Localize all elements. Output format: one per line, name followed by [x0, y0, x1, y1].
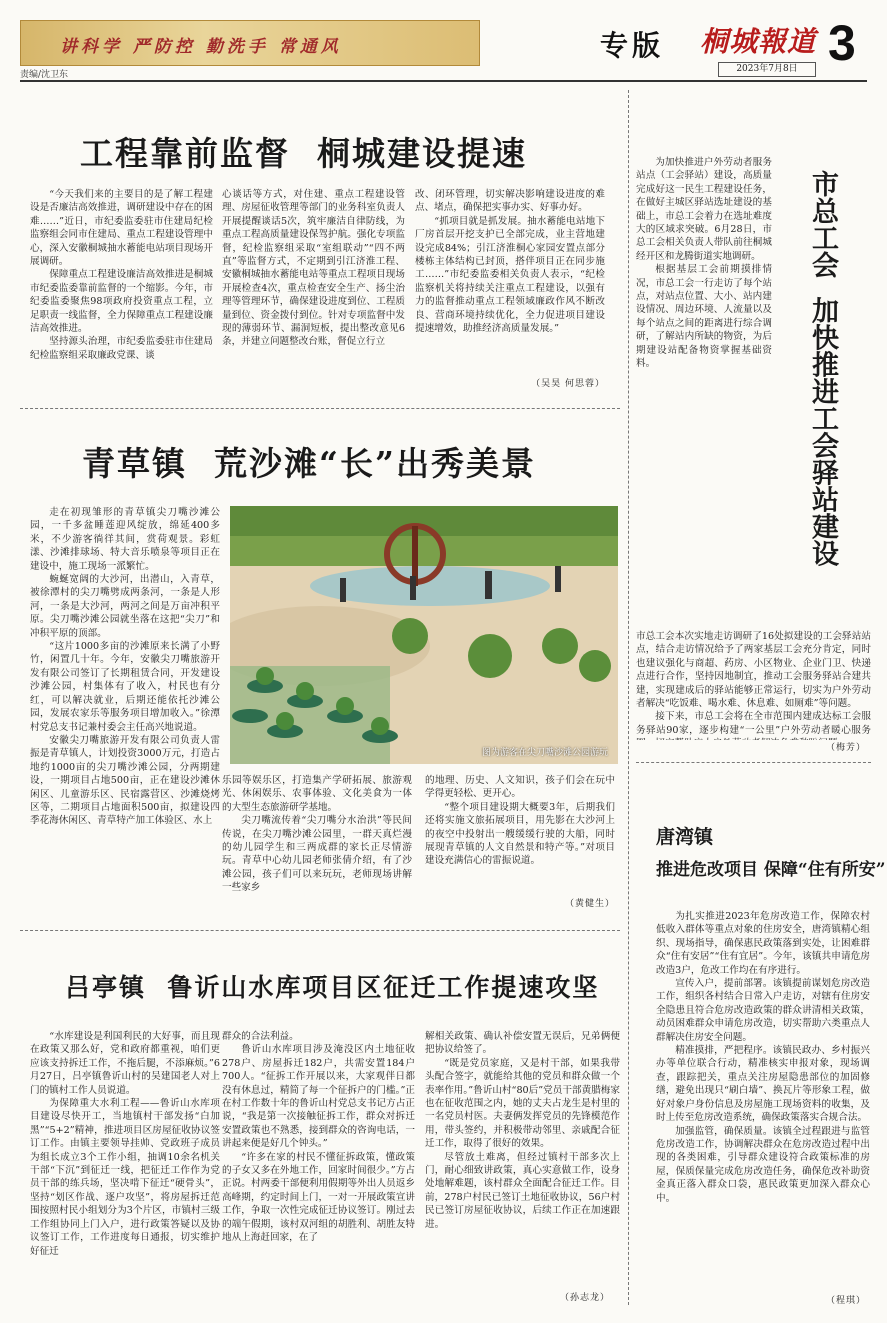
masthead: [0, 0, 887, 80]
article2-col3: [425, 774, 615, 894]
paragraph: 为保障重大水利工程——鲁䜣山水库项目建设尽快开工，当地镇村干部发扬“白加黑”“5+2”精神，推进项目区房屋征收协议签订工作。由镇主要领导挂帅、党政班子成员为组长成立3个工作小组，抽调10余名机关干部“下沉”到征迁一线，把征迁工作作为党员干部的练兵场，坚决啃下征迁“硬骨头”，坚持“划区作战、逐户攻坚”，将房屋拆迁范围按照村民小组划分为3个片区，市镇村三级工作组协同上门入户，进行政策答疑以及协议签订工作，工作进度每日通报，切实维护好征迁: [30, 1098, 220, 1257]
article1-col1: [30, 188, 213, 400]
sidebar1-col-narrow: [636, 156, 772, 626]
paragraph: “既是党员家庭，又是村干部，如果我带头配合签字，就能给其他的党员和群众做一个表率作用。”鲁䜣山村“80后”党员干部黄腊梅家也在征收范围之内，她的丈夫占龙生是村里的一名党员村医。夫妻俩发挥党员的先锋模范作用，带头签约，并积极带动邻里、亲戚配合征迁工作，取得了很好的效果。: [425, 1057, 620, 1150]
masthead-rule: [20, 80, 867, 82]
paragraph: “抓项目就是抓发展。抽水蓄能电站地下厂房首层开挖支护已全部完成，业主营地建设完成84%；引江济淮桐心家园安置点部分楼栋主体结构已封顶，搭伴项目正在同步施工……”市纪委监委相关负责人表示，“纪检监察机关将持续关注重点工程建设，以强有力的监督推动重点工程领域廉政作风不断改良、营商环境持续优化，全力促进项目建设提速增效，助推经济高质量发展。”: [415, 215, 605, 335]
paragraph: “水库建设是利国利民的大好事，而且现在政策又那么好，党和政府都重视，咱们更应该支持拆迁工作，不拖后腿，不添麻烦。”6月27日，吕亭镇鲁䜣山村的吴建国老人对上门的镇村工作人员说道。: [30, 1031, 220, 1096]
editor-credit: 责编/沈卫东: [20, 70, 69, 80]
paragraph: “这片1000多亩的沙滩原来长满了小野竹，闲置几十年。今年，安徽尖刀嘴旅游开发有限公司签订了长期租赁合同，开发建设沙滩公园，村集体有了收入，村民也有分红，可以解决就业，后期还能依托沙滩公园，发展农家乐等服务项目增加收入。”徐潭村党总支书记兼村委会主任高兴地说道。: [30, 641, 220, 733]
paragraph: 宣传入户，提前部署。该镇提前谋划危房改造工作，组织各村结合日常入户走访，对辖有住房安全隐患且符合危房改造政策的群众讲清相关政策，动员困难群众申请危房改造，切实帮助六类重点人群解决住房安全问题。: [656, 978, 870, 1043]
sidebar2-title-line1: 唐湾镇: [656, 826, 714, 848]
paper-name: 桐城報道: [700, 25, 817, 58]
paragraph: 改、闭环管理，切实解决影响建设进度的难点、堵点，确保把实事办实、好事办好。: [415, 189, 605, 214]
section-label: 专版: [600, 29, 665, 62]
article2-byline: （黄健生）: [564, 899, 615, 909]
article1-byline: （吴昊 何思蓉）: [531, 379, 605, 389]
article1-title: 工程靠前监督 桐城建设提速: [80, 134, 527, 173]
paragraph: 鲁䜣山水库项目涉及淹没区内土地征收278户、房屋拆迁182户，共需安置184户700人。“征拆工作开展以来，大家观伴日都没有休息过，精简了每一个征拆户的门槛。”正在村工作数十年的鲁䜣山村党总支书记方占正说，“我是第一次接触征拆工作，群众对拆迁安置政策也不熟悉，接到群众的咨询电话，一讲起来便是好几个钟头。”: [222, 1044, 415, 1150]
sidebar2-body: [656, 910, 870, 1292]
paragraph: 坚持源头治理，市纪委监委驻市住建局纪检监察组采取廉政党课、谈: [30, 336, 213, 361]
paragraph: 走在初现雏形的青草镇尖刀嘴沙滩公园，一千多盆睡莲迎风绽放，绵延400多米，不少游客徜徉其间，赏荷观景。彩虹漾、沙滩排球场、特大音乐喷泉等项目正在建设中，施工现场一派繁忙。: [30, 507, 220, 572]
paragraph: 解相关政策、确认补偿安置无误后，兄弟俩便把协议给签了。: [425, 1031, 620, 1056]
paragraph: 安徽尖刀嘴旅游开发有限公司负责人雷振是青草镇人，计划投资3000万元，打造占地约1000亩的尖刀嘴沙滩公园，分两期建设，一期项目占地500亩，正在建设沙滩休闲区、儿童游乐区、民宿露营区、沙滩烧烤区等，二期项目占地面积500亩，拟建设四季花海休闲区、青草特产加工体验区、水上: [30, 734, 220, 827]
issue-date: 2023年7月8日: [718, 62, 816, 77]
paragraph: 心谈话等方式，对住建、重点工程建设管理、房屋征收管理等部门的业务科室负责人开展提醒谈话5次，筑牢廉洁自律防线，为重点工程高质量建设保驾护航。强化专项监督，纪检监察组采取“室组联动”“四不两直”等监督方式，不定期到引江济淮工程、安徽桐城抽水蓄能电站等重点工程项目现场开展检查4次，重点检查安全生产、扬尘治理等管理环节，确保建设进度到位、工程质量到位、资金拨付到位。针对专项监督中发现的薄弱环节、漏洞短板，提出整改意见6条，并建立问题整改台账，督促立行立: [222, 189, 405, 348]
paragraph: 根据基层工会前期摸排情况，市总工会一行走访了每个站点，对站点位置、大小、站内建设情况、周边环境、人流量以及每个站点之间的距离进行综合调研，了解站内所缺的物资，为后期建设站配备物资掌握基础资料。: [636, 264, 772, 370]
article2-photo: [230, 506, 618, 764]
slogan-text: 讲科学 严防控 勤洗手 常通风: [60, 37, 342, 57]
sidebar1-col-wide: [636, 630, 871, 740]
paragraph: 为加快推进户外劳动者服务站点（工会驿站）建设，高质量完成好这一民生工程建设任务，在做好主城区驿站选址建设的基础上，市总工会着力在选址难度大的区域求突破。6月28日，市总工会相关负责人带队前往桐城经开区和龙腾街道实地调研。: [636, 157, 772, 262]
paragraph: 市总工会本次实地走访调研了16处拟建设的工会驿站站点，结合走访情况给予了两家基层工会充分肯定，同时也建议强化与商超、药房、小区物业、企业门卫、快递点进行合作，坚持因地制宜，推动工会服务驿站合建共建，实现建成后的驿站能够正常运行，切实为户外劳动者解决“吃饭难、喝水难、休息难、如厕难”等问题。: [636, 631, 871, 710]
paragraph: “今天我们来的主要目的是了解工程建设是否廉洁高效推进，调研建设中存在的困难……”近日，市纪委监委驻市住建局纪检监察组会同市住建局、重点工程建设管理中心，深入安徽桐城抽水蓄能电站项目现场开展调研。: [30, 189, 213, 268]
paragraph: 精准摸排，严把程序。该镇民政办、乡村振兴办等单位联合行动，精准核实申报对象，现场调查，跟踪把关，重点关注房屋隐患部位的加固修缮，避免出现只“刷白墙”、换瓦片等形象工程，做好对象户身份信息及房屋施工现场资料的收集，及时上传至危房改造系统，确保政策落实合规合法。: [656, 1045, 870, 1124]
article3-col1: [30, 1030, 220, 1310]
divider: [636, 762, 871, 763]
paragraph: 为扎实推进2023年危房改造工作，保障农村低收入群体等重点对象的住房安全，唐湾镇精心组织、现场指导，确保惠民政策落到实处，让困难群众“住有安居”“住有宜居”。今年，该镇共申请危房改造3户，危改工作均在有序进行。: [656, 911, 870, 976]
article2-col2: [222, 774, 412, 914]
paragraph: 保障重点工程建设廉洁高效推进是桐城市纪委监委靠前监督的一个缩影。今年，市纪委监委聚焦98项政府投资重点工程，立足职责一线监督，全力保障重点工程建设廉洁高效推进。: [30, 269, 213, 335]
divider: [20, 408, 620, 409]
divider: [20, 930, 620, 931]
paragraph: 尽管放土难离，但经过镇村干部多次上门，耐心细致讲政策，真心实意做工作，设身处地解难题，该村群众全面配合征迁工作。目前，278户村民已签订土地征收协议，56户村民已签订房屋征收协议，后续工作正在加速跟进。: [425, 1151, 620, 1230]
article1-col2: [222, 188, 405, 400]
page-number: 3: [828, 15, 856, 71]
article3-byline: （孙志龙）: [559, 1293, 610, 1303]
sidebar1-byline: （梅芳）: [825, 743, 866, 753]
sandbeach-park-scene: [230, 506, 618, 764]
article3-col2: [222, 1030, 415, 1310]
article3-col3: [425, 1030, 620, 1286]
article3-title: 吕亭镇 鲁䜣山水库项目区征迁工作提速攻坚: [65, 973, 600, 1002]
paragraph: “整个项目建设期大概要3年，后期我们还将实施文旅拓展项目，用先影在大沙河上的夜空中投射出一艘缓缓行驶的大船，同时展现青草镇的人文自然景和特产等。”对项目建设充满信心的雷振说道。: [425, 801, 615, 867]
paragraph: 乐园等娱乐区，打造集产学研拓展、旅游观光、休闲娱乐、农事体验、文化美食为一体的大型生态旅游研学基地。: [222, 775, 412, 813]
article1-col3: [415, 188, 605, 374]
paragraph: “许多在家的村民不懂征拆政策，懂政策的子女又多在外地工作，回家时间很少。”方占正说。村两委干部便利用假期等外出人员返乡高峰期，约定时间上门，一对一开展政策宣讲工作，争取一次性完成征迁协议签订。刚过去的端午假期，该村双河组的胡胜利、胡胜友特地从上海赶回家，在了: [222, 1151, 415, 1244]
paragraph: 尖刀嘴流传着“尖刀嘴分水治洪”等民间传说，在尖刀嘴沙滩公园里，一群天真烂漫的幼儿园学生和三两成群的家长正尽情游玩。青草中心幼儿园老师张倩介绍，有了沙滩公园，孩子们可以来玩玩，老师现场讲解一些家乡: [222, 815, 412, 894]
column-divider: [628, 90, 629, 1305]
sidebar2-byline: （程琪）: [825, 1296, 866, 1306]
sidebar2-title-line2: 推进危改项目 保障“住有所安”: [656, 860, 886, 880]
paragraph: 加强监管，确保质量。该镇全过程跟进与监管危房改造工作，协调解决群众在危房改造过程中出现的各类困难，引导群众建设符合政策标准的房屋，保质保量完成危房改造任务，确保危改补助资金真正落入群众口袋，惠民政策更加深入群众心中。: [656, 1125, 870, 1204]
article2-col1: [30, 506, 220, 888]
photo-caption: 图为游客在尖刀嘴沙滩公园游玩: [481, 748, 608, 758]
sidebar1-title: 市总工会 加快推进工会驿站建设: [807, 170, 838, 567]
article2-title: 青草镇 荒沙滩“长”出秀美景: [82, 444, 536, 483]
paragraph: 的地理、历史、人文知识，孩子们会在玩中学得更轻松、更开心。: [425, 775, 615, 800]
paragraph: 接下来，市总工会将在全市范围内建成达标工会服务驿站90家，逐步构建“一公里”户外劳动者暖心服务: [636, 711, 871, 736]
paragraph: 群众的合法利益。: [222, 1031, 299, 1042]
paragraph: 蜿蜒宽阔的大沙河，出潜山，入青草，被徐潭村的尖刀嘴劈成两条河，一条是人形河，一条是大沙河，两河之间是万亩冲积平原。尖刀嘴沙滩公园就坐落在这把“尖刀”和冲积平原的顶部。: [30, 574, 220, 639]
